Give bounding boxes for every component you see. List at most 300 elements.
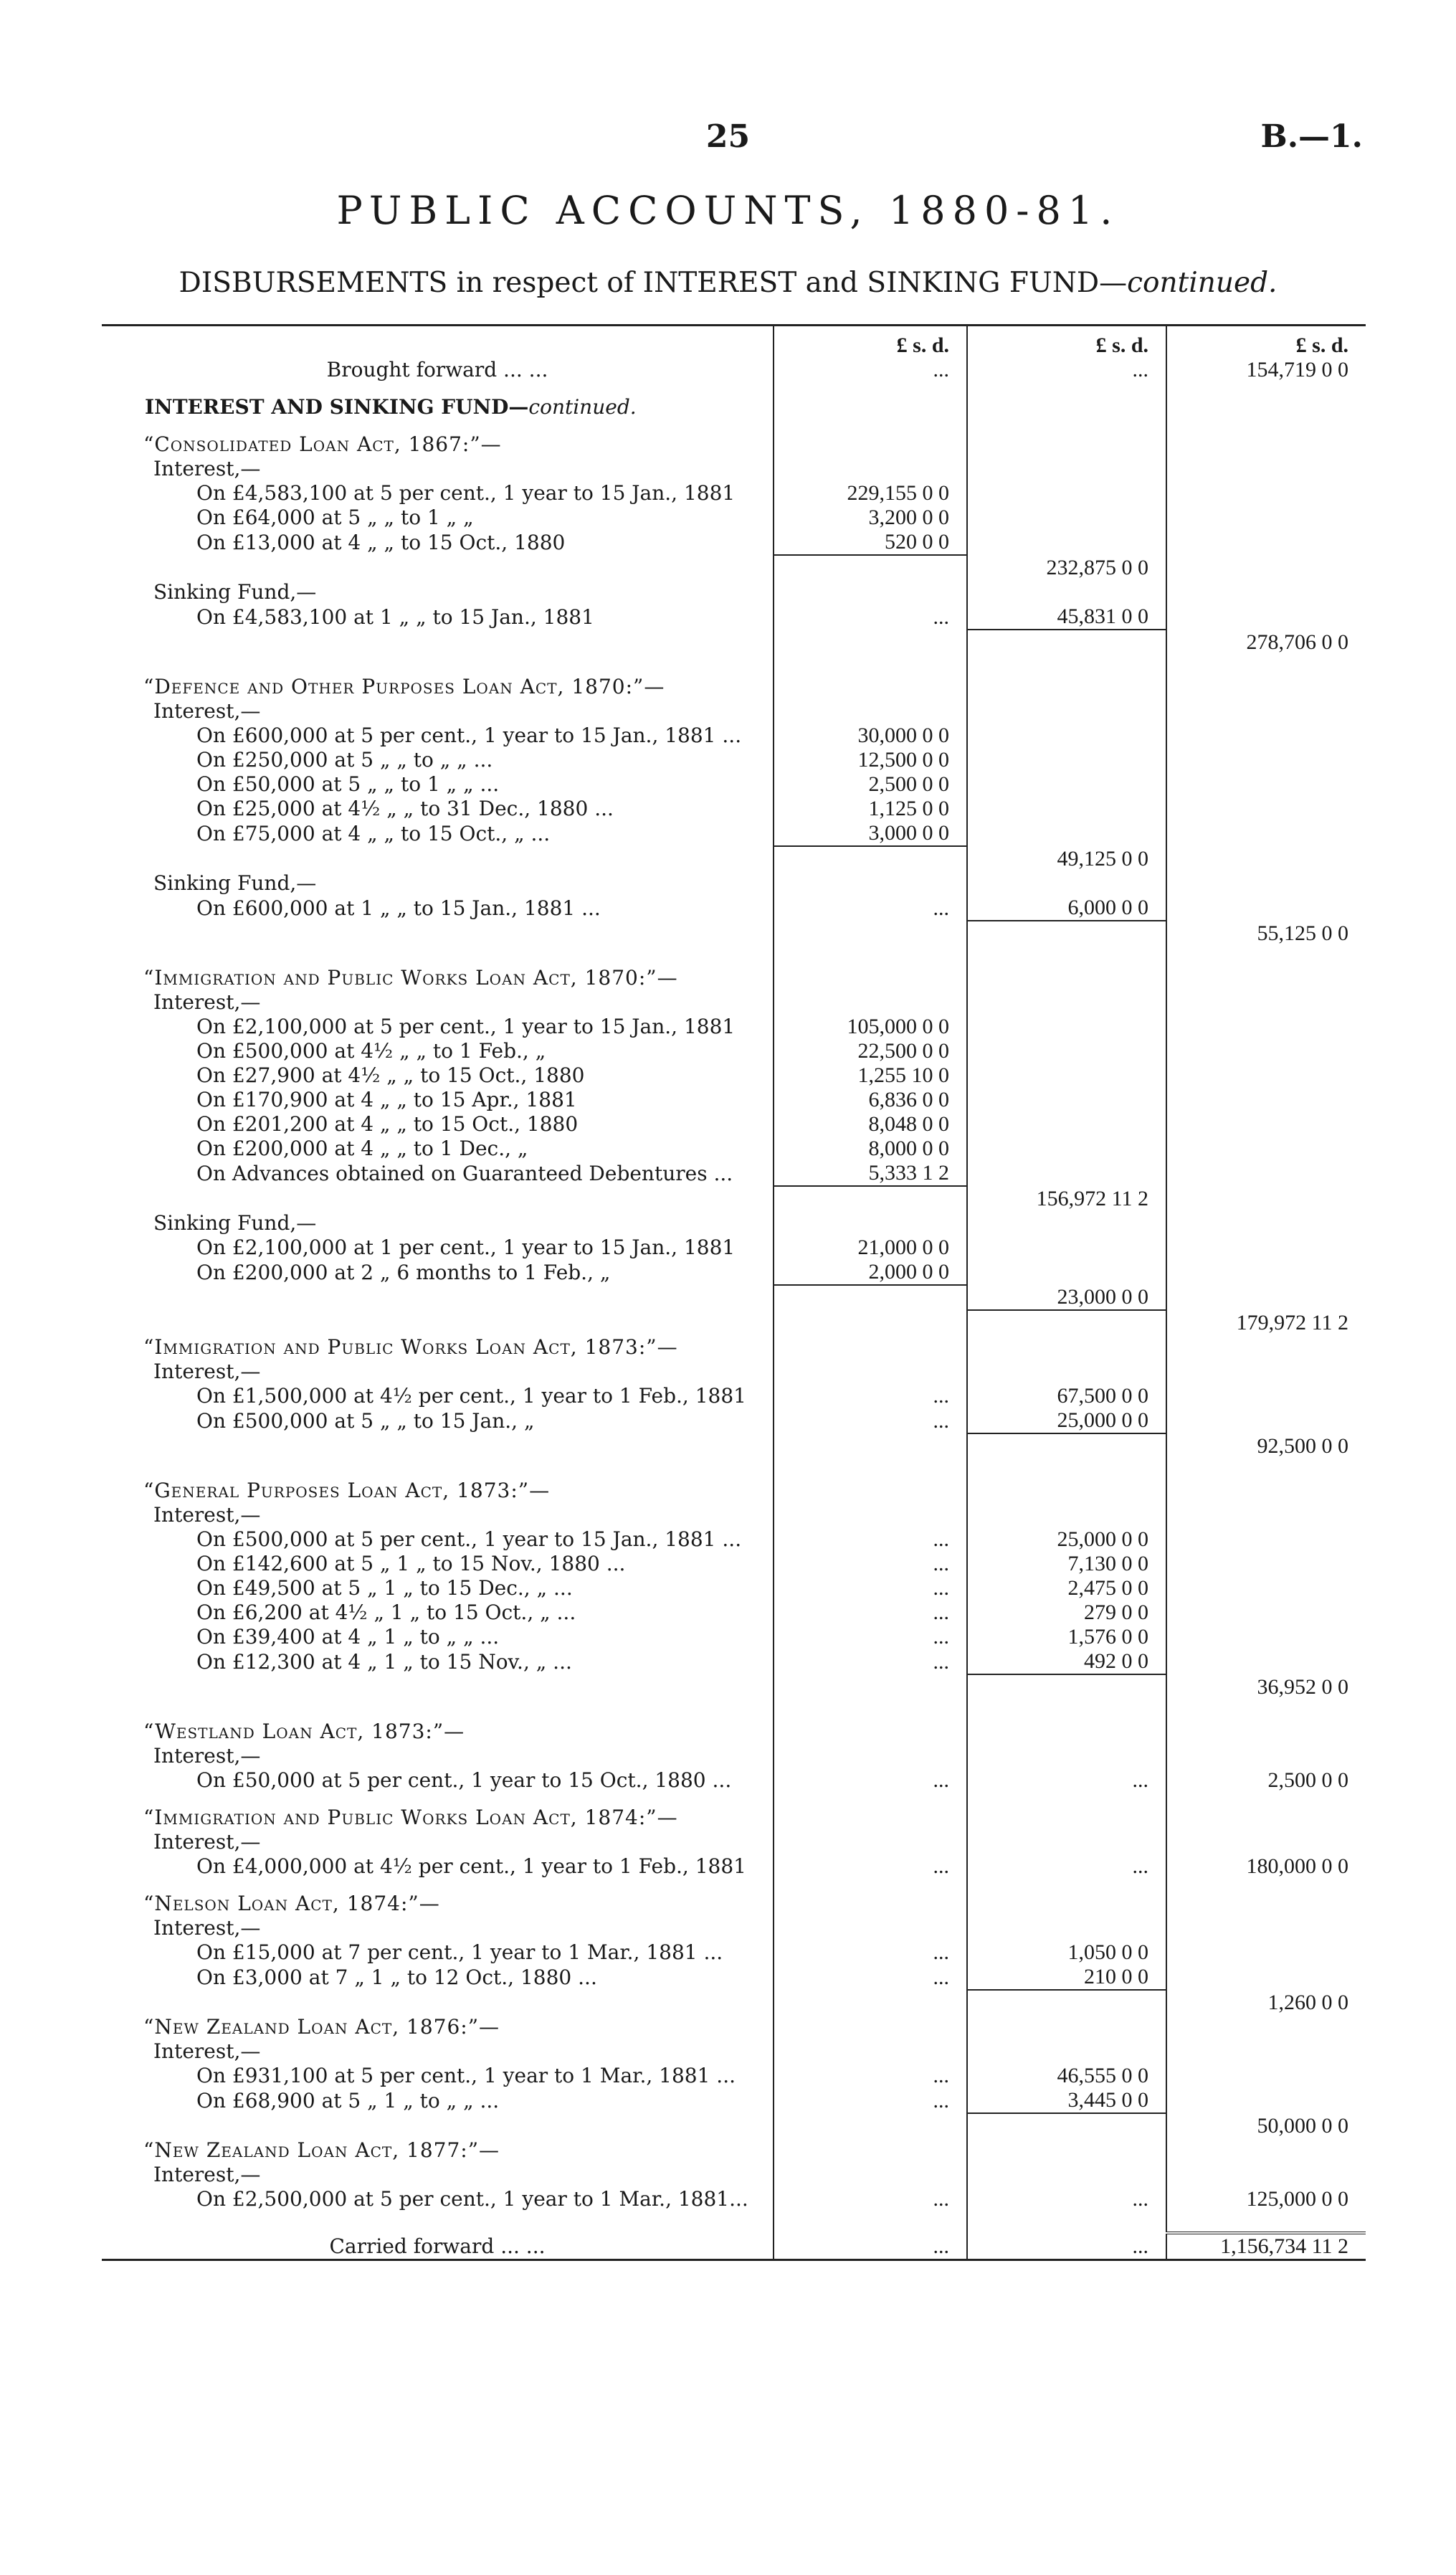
amount-col-2 xyxy=(967,2113,1166,2138)
amount-col-3 xyxy=(1166,1137,1366,1161)
header-col-2: £ s. d. xyxy=(967,326,1166,359)
row-description xyxy=(102,2064,774,2088)
amount-col-1 xyxy=(774,2113,967,2138)
amount-col-2 xyxy=(967,1211,1166,1236)
row-text: Interest,— xyxy=(153,1360,261,1383)
amount-col-1: 8,048 0 0 xyxy=(774,1112,967,1137)
row-description xyxy=(102,946,774,966)
ledger-row xyxy=(102,1649,1366,1674)
ledger-row xyxy=(102,1186,1366,1211)
header-col-3: £ s. d. xyxy=(1166,326,1366,359)
amount-col-3 xyxy=(1166,699,1366,724)
row-description xyxy=(102,748,774,772)
amount-col-2: 25,000 0 0 xyxy=(967,1527,1166,1552)
amount-col-1 xyxy=(774,1335,967,1360)
amount-col-3 xyxy=(1166,1527,1366,1552)
amount-col-1: 105,000 0 0 xyxy=(774,1015,967,1039)
amount-col-3 xyxy=(1166,2015,1366,2039)
amount-col-1: 1,255 10 0 xyxy=(774,1063,967,1088)
ledger-row xyxy=(102,2138,1366,2163)
spacer-row xyxy=(102,2211,1366,2233)
amount-col-1: ... xyxy=(774,1408,967,1433)
amount-col-2 xyxy=(967,1360,1166,1384)
amount-col-1 xyxy=(774,1674,967,1699)
row-description xyxy=(102,675,774,699)
amount-col-1 xyxy=(774,871,967,896)
amount-col-2: 46,555 0 0 xyxy=(967,2064,1166,2088)
row-description xyxy=(102,1285,774,1310)
amount-col-3: 125,000 0 0 xyxy=(1166,2187,1366,2211)
amount-col-1: ... xyxy=(774,604,967,630)
ledger-row xyxy=(102,358,1366,382)
ledger-row xyxy=(102,1527,1366,1552)
amount-col-1 xyxy=(774,395,967,419)
row-text: On £15,000 at 7 per cent., 1 year to 1 Mar., 1881 ... xyxy=(196,1940,723,1964)
row-text: On £49,500 at 5 „ 1 „ to 15 Dec., „ ... xyxy=(196,1576,573,1600)
amount-col-1 xyxy=(774,1744,967,1768)
amount-col-2 xyxy=(967,797,1166,821)
row-description xyxy=(102,481,774,506)
amount-col-3: 55,125 0 0 xyxy=(1166,921,1366,946)
ledger-row xyxy=(102,797,1366,821)
row-description xyxy=(102,1625,774,1649)
spacer-row xyxy=(102,1699,1366,1720)
row-description xyxy=(102,2113,774,2138)
ledger-row xyxy=(102,2233,1366,2260)
spacer-row xyxy=(102,1879,1366,1892)
row-description xyxy=(102,1459,774,1479)
row-text: Carried forward ... ... xyxy=(329,2234,546,2258)
amount-col-3 xyxy=(1166,1503,1366,1527)
amount-col-3 xyxy=(1166,675,1366,699)
row-text: On £27,900 at 4½ „ „ to 15 Oct., 1880 xyxy=(196,1063,585,1087)
amount-col-1 xyxy=(774,946,967,966)
row-text: On £4,583,100 at 1 „ „ to 15 Jan., 1881 xyxy=(196,605,594,629)
row-description xyxy=(102,1674,774,1699)
disbursements-table xyxy=(102,324,1366,2261)
row-text: “Defence and Other Purposes Loan Act, 1870:”— xyxy=(143,675,665,698)
amount-col-1 xyxy=(774,2015,967,2039)
row-description xyxy=(102,1039,774,1063)
ledger-row xyxy=(102,1625,1366,1649)
amount-col-1 xyxy=(774,382,967,395)
amount-col-1: ... xyxy=(774,1527,967,1552)
ledger-row xyxy=(102,395,1366,419)
amount-col-2 xyxy=(967,724,1166,748)
amount-col-2 xyxy=(967,675,1166,699)
ledger-row xyxy=(102,604,1366,630)
subtitle-main: DISBURSEMENTS in respect of INTEREST and SINKING FUND— xyxy=(179,267,1128,299)
amount-col-3 xyxy=(1166,990,1366,1015)
amount-col-3 xyxy=(1166,1830,1366,1854)
row-description xyxy=(102,1879,774,1892)
row-description xyxy=(102,604,774,630)
amount-col-1: 22,500 0 0 xyxy=(774,1039,967,1063)
row-description xyxy=(102,655,774,675)
row-text: On £931,100 at 5 per cent., 1 year to 1 Mar., 1881 ... xyxy=(196,2064,736,2087)
row-description xyxy=(102,2015,774,2039)
ledger-row xyxy=(102,1137,1366,1161)
ledger-row xyxy=(102,1112,1366,1137)
amount-col-3 xyxy=(1166,1236,1366,1260)
row-description xyxy=(102,1552,774,1576)
row-description xyxy=(102,1793,774,1806)
row-text: On £50,000 at 5 per cent., 1 year to 15 Oct., 1880 ... xyxy=(196,1768,732,1792)
row-description xyxy=(102,1384,774,1408)
amount-col-2 xyxy=(967,1990,1166,2015)
amount-col-2: 7,130 0 0 xyxy=(967,1552,1166,1576)
row-description xyxy=(102,821,774,846)
amount-col-1 xyxy=(774,1830,967,1854)
amount-col-1: 30,000 0 0 xyxy=(774,724,967,748)
amount-col-2 xyxy=(967,772,1166,797)
amount-col-1 xyxy=(774,1459,967,1479)
ledger-row xyxy=(102,530,1366,555)
ledger-row xyxy=(102,1744,1366,1768)
amount-col-2 xyxy=(967,1459,1166,1479)
amount-col-2 xyxy=(967,2211,1166,2233)
row-description xyxy=(102,1310,774,1335)
amount-col-2 xyxy=(967,1260,1166,1285)
ledger-row xyxy=(102,1503,1366,1527)
row-text: On Advances obtained on Guaranteed Debentures ... xyxy=(196,1162,733,1185)
amount-col-3: 92,500 0 0 xyxy=(1166,1433,1366,1459)
amount-col-2: 6,000 0 0 xyxy=(967,896,1166,921)
ledger-row xyxy=(102,506,1366,530)
amount-col-3 xyxy=(1166,457,1366,481)
row-description xyxy=(102,1211,774,1236)
row-description xyxy=(102,1408,774,1433)
amount-col-1 xyxy=(774,1720,967,1744)
amount-col-2: ... xyxy=(967,1854,1166,1879)
row-description xyxy=(102,1260,774,1285)
ledger-row xyxy=(102,1211,1366,1236)
amount-col-2 xyxy=(967,1830,1166,1854)
amount-col-1: ... xyxy=(774,2064,967,2088)
row-description xyxy=(102,797,774,821)
amount-col-2: 3,445 0 0 xyxy=(967,2088,1166,2113)
amount-col-1: ... xyxy=(774,1601,967,1625)
ledger-row xyxy=(102,1892,1366,1916)
amount-col-3: 154,719 0 0 xyxy=(1166,358,1366,382)
amount-col-1: ... xyxy=(774,1965,967,1990)
row-description xyxy=(102,530,774,555)
row-description xyxy=(102,1990,774,2015)
row-description xyxy=(102,1854,774,1879)
amount-col-3 xyxy=(1166,555,1366,580)
ledger-row xyxy=(102,772,1366,797)
amount-col-2 xyxy=(967,1503,1166,1527)
ledger-row xyxy=(102,821,1366,846)
amount-col-3: 179,972 11 2 xyxy=(1166,1310,1366,1335)
amount-col-1: 8,000 0 0 xyxy=(774,1137,967,1161)
amount-col-3: 1,156,734 11 2 xyxy=(1166,2233,1366,2260)
amount-col-2 xyxy=(967,530,1166,555)
amount-col-2: 67,500 0 0 xyxy=(967,1384,1166,1408)
row-text: Interest,— xyxy=(153,457,261,480)
amount-col-3 xyxy=(1166,1015,1366,1039)
row-description xyxy=(102,1601,774,1625)
amount-col-3 xyxy=(1166,1260,1366,1285)
amount-col-1 xyxy=(774,1916,967,1940)
ledger-row xyxy=(102,2039,1366,2064)
amount-col-2 xyxy=(967,921,1166,946)
row-text: On £500,000 at 4½ „ „ to 1 Feb., „ xyxy=(196,1039,546,1063)
ledger-row xyxy=(102,1940,1366,1965)
row-description xyxy=(102,382,774,395)
amount-col-1: 6,836 0 0 xyxy=(774,1088,967,1112)
ledger-row xyxy=(102,1806,1366,1830)
row-text: On £2,100,000 at 1 per cent., 1 year to 15 Jan., 1881 xyxy=(196,1236,736,1259)
amount-col-1 xyxy=(774,1990,967,2015)
amount-col-3: 2,500 0 0 xyxy=(1166,1768,1366,1793)
row-text: On £68,900 at 5 „ 1 „ to „ „ ... xyxy=(196,2089,500,2112)
amount-col-3 xyxy=(1166,432,1366,457)
row-text: Interest,— xyxy=(153,2039,261,2063)
amount-col-3 xyxy=(1166,2211,1366,2233)
amount-col-2: 156,972 11 2 xyxy=(967,1186,1166,1211)
ledger-row xyxy=(102,2015,1366,2039)
amount-col-3 xyxy=(1166,1360,1366,1384)
row-text: “Immigration and Public Works Loan Act, 1873:”— xyxy=(143,1335,678,1359)
row-description xyxy=(102,630,774,655)
row-text: Brought forward ... ... xyxy=(326,358,548,381)
amount-col-2 xyxy=(967,432,1166,457)
row-text: On £50,000 at 5 „ „ to 1 „ „ ... xyxy=(196,772,500,796)
amount-col-1: ... xyxy=(774,2233,967,2260)
amount-col-2 xyxy=(967,2163,1166,2187)
amount-col-3 xyxy=(1166,1479,1366,1503)
amount-col-3 xyxy=(1166,604,1366,630)
amount-col-1 xyxy=(774,2138,967,2163)
row-text: On £12,300 at 4 „ 1 „ to 15 Nov., „ ... xyxy=(196,1650,572,1674)
amount-col-3 xyxy=(1166,1459,1366,1479)
spacer-row xyxy=(102,1459,1366,1479)
amount-col-2 xyxy=(967,1744,1166,1768)
page-number: 25 xyxy=(705,118,751,155)
amount-col-1: ... xyxy=(774,2088,967,2113)
amount-col-3: 36,952 0 0 xyxy=(1166,1674,1366,1699)
row-description xyxy=(102,1360,774,1384)
row-text: On £39,400 at 4 „ 1 „ to „ „ ... xyxy=(196,1625,500,1649)
spacer-row xyxy=(102,655,1366,675)
amount-col-1 xyxy=(774,2039,967,2064)
amount-col-2 xyxy=(967,821,1166,846)
amount-col-2: 1,050 0 0 xyxy=(967,1940,1166,1965)
header-col-1: £ s. d. xyxy=(774,326,967,359)
amount-col-2 xyxy=(967,1335,1166,1360)
amount-col-3 xyxy=(1166,1744,1366,1768)
row-description xyxy=(102,2187,774,2211)
row-text: On £250,000 at 5 „ „ to „ „ ... xyxy=(196,748,493,772)
ledger-row xyxy=(102,1576,1366,1601)
ledger-row xyxy=(102,1285,1366,1310)
amount-col-3 xyxy=(1166,1699,1366,1720)
amount-col-1: ... xyxy=(774,1768,967,1793)
amount-col-3 xyxy=(1166,2163,1366,2187)
row-text: Interest,— xyxy=(153,1744,261,1768)
amount-col-1 xyxy=(774,1793,967,1806)
ledger-row xyxy=(102,1990,1366,2015)
row-description xyxy=(102,358,774,382)
amount-col-2 xyxy=(967,1879,1166,1892)
amount-col-2 xyxy=(967,382,1166,395)
ledger-row xyxy=(102,2088,1366,2113)
spacer-row xyxy=(102,382,1366,395)
row-description xyxy=(102,1806,774,1830)
amount-col-3 xyxy=(1166,1806,1366,1830)
row-text: Interest,— xyxy=(153,990,261,1014)
row-text: On £3,000 at 7 „ 1 „ to 12 Oct., 1880 ... xyxy=(196,1965,597,1989)
amount-col-1: ... xyxy=(774,1384,967,1408)
amount-col-1 xyxy=(774,1310,967,1335)
amount-col-2 xyxy=(967,419,1166,432)
row-description xyxy=(102,1479,774,1503)
amount-col-1 xyxy=(774,555,967,580)
ledger-row xyxy=(102,896,1366,921)
amount-col-2 xyxy=(967,1112,1166,1137)
amount-col-1 xyxy=(774,1503,967,1527)
amount-col-3 xyxy=(1166,506,1366,530)
row-description xyxy=(102,990,774,1015)
amount-col-3 xyxy=(1166,1408,1366,1433)
amount-col-2 xyxy=(967,580,1166,604)
ledger-row xyxy=(102,2163,1366,2187)
amount-col-2 xyxy=(967,1236,1166,1260)
amount-col-3 xyxy=(1166,2039,1366,2064)
amount-col-1: ... xyxy=(774,358,967,382)
subtitle-continued: continued. xyxy=(1127,267,1277,299)
row-text: On £2,500,000 at 5 per cent., 1 year to 1 Mar., 1881... xyxy=(196,2187,748,2211)
row-description xyxy=(102,871,774,896)
amount-col-1 xyxy=(774,966,967,990)
amount-col-1 xyxy=(774,675,967,699)
row-description xyxy=(102,1063,774,1088)
amount-col-2 xyxy=(967,1793,1166,1806)
amount-col-1: 520 0 0 xyxy=(774,530,967,555)
row-description xyxy=(102,1744,774,1768)
ledger-row xyxy=(102,1916,1366,1940)
row-text: On £6,200 at 4½ „ 1 „ to 15 Oct., „ ... xyxy=(196,1601,576,1624)
row-description xyxy=(102,896,774,921)
row-description xyxy=(102,457,774,481)
row-text: Interest,— xyxy=(153,699,261,723)
amount-col-3 xyxy=(1166,1186,1366,1211)
amount-col-1: 1,125 0 0 xyxy=(774,797,967,821)
amount-col-3: 180,000 0 0 xyxy=(1166,1854,1366,1879)
ledger-row xyxy=(102,2064,1366,2088)
row-description xyxy=(102,724,774,748)
amount-col-2: 25,000 0 0 xyxy=(967,1408,1166,1433)
amount-col-2: 232,875 0 0 xyxy=(967,555,1166,580)
amount-col-3 xyxy=(1166,1720,1366,1744)
row-text: On £2,100,000 at 5 per cent., 1 year to 15 Jan., 1881 xyxy=(196,1015,736,1038)
amount-col-3 xyxy=(1166,821,1366,846)
amount-col-1 xyxy=(774,1699,967,1720)
amount-col-3 xyxy=(1166,2064,1366,2088)
page-title: PUBLIC ACCOUNTS, 1880-81. xyxy=(336,188,1120,233)
amount-col-1: ... xyxy=(774,1854,967,1879)
row-description xyxy=(102,1015,774,1039)
amount-col-1 xyxy=(774,1186,967,1211)
ledger-row xyxy=(102,1433,1366,1459)
amount-col-3 xyxy=(1166,1552,1366,1576)
spacer-row xyxy=(102,1793,1366,1806)
amount-col-3 xyxy=(1166,382,1366,395)
row-description xyxy=(102,555,774,580)
row-description xyxy=(102,1137,774,1161)
ledger-row xyxy=(102,871,1366,896)
amount-col-3 xyxy=(1166,1088,1366,1112)
amount-col-2: 2,475 0 0 xyxy=(967,1576,1166,1601)
amount-col-2 xyxy=(967,946,1166,966)
row-text: On £201,200 at 4 „ „ to 15 Oct., 1880 xyxy=(196,1112,579,1136)
row-text: “Immigration and Public Works Loan Act, 1870:”— xyxy=(143,966,678,990)
row-description xyxy=(102,1699,774,1720)
header-description xyxy=(102,326,774,359)
amount-col-2: ... xyxy=(967,2233,1166,2260)
amount-col-2: 1,576 0 0 xyxy=(967,1625,1166,1649)
amount-col-2: 49,125 0 0 xyxy=(967,846,1166,871)
amount-col-1: 2,500 0 0 xyxy=(774,772,967,797)
amount-col-3 xyxy=(1166,1892,1366,1916)
amount-col-2 xyxy=(967,1720,1166,1744)
row-text: “Consolidated Loan Act, 1867:”— xyxy=(143,432,502,456)
amount-col-1 xyxy=(774,655,967,675)
ledger-row xyxy=(102,1674,1366,1699)
ledger-row xyxy=(102,1408,1366,1433)
ledger-row xyxy=(102,2113,1366,2138)
row-description xyxy=(102,1186,774,1211)
row-text: “Immigration and Public Works Loan Act, 1874:”— xyxy=(143,1806,678,1829)
row-text: Interest,— xyxy=(153,1830,261,1854)
amount-col-3 xyxy=(1166,1576,1366,1601)
amount-col-2: 23,000 0 0 xyxy=(967,1285,1166,1310)
row-text: Sinking Fund,— xyxy=(153,871,317,895)
ledger-row xyxy=(102,1552,1366,1576)
row-text: On £500,000 at 5 per cent., 1 year to 15 Jan., 1881 ... xyxy=(196,1527,742,1551)
amount-col-3 xyxy=(1166,1940,1366,1965)
amount-col-3 xyxy=(1166,772,1366,797)
amount-col-2 xyxy=(967,630,1166,655)
amount-col-3 xyxy=(1166,946,1366,966)
amount-col-2 xyxy=(967,1674,1166,1699)
ledger-row xyxy=(102,1260,1366,1285)
document-reference: B.—1. xyxy=(1260,118,1363,155)
amount-col-3: 50,000 0 0 xyxy=(1166,2113,1366,2138)
row-description xyxy=(102,1649,774,1674)
amount-col-2 xyxy=(967,748,1166,772)
amount-col-3 xyxy=(1166,419,1366,432)
ledger-row xyxy=(102,724,1366,748)
amount-col-2 xyxy=(967,1433,1166,1459)
amount-col-2 xyxy=(967,699,1166,724)
row-description xyxy=(102,1236,774,1260)
row-description xyxy=(102,1161,774,1186)
amount-col-3 xyxy=(1166,1649,1366,1674)
ledger-row xyxy=(102,1479,1366,1503)
ledger-row xyxy=(102,481,1366,506)
ledger-row xyxy=(102,748,1366,772)
amount-col-2: 210 0 0 xyxy=(967,1965,1166,1990)
amount-col-2 xyxy=(967,1479,1166,1503)
amount-col-1: ... xyxy=(774,1940,967,1965)
row-text: On £500,000 at 5 „ „ to 15 Jan., „ xyxy=(196,1409,535,1433)
amount-col-3 xyxy=(1166,1625,1366,1649)
row-description xyxy=(102,419,774,432)
amount-col-3 xyxy=(1166,797,1366,821)
amount-col-3 xyxy=(1166,1211,1366,1236)
